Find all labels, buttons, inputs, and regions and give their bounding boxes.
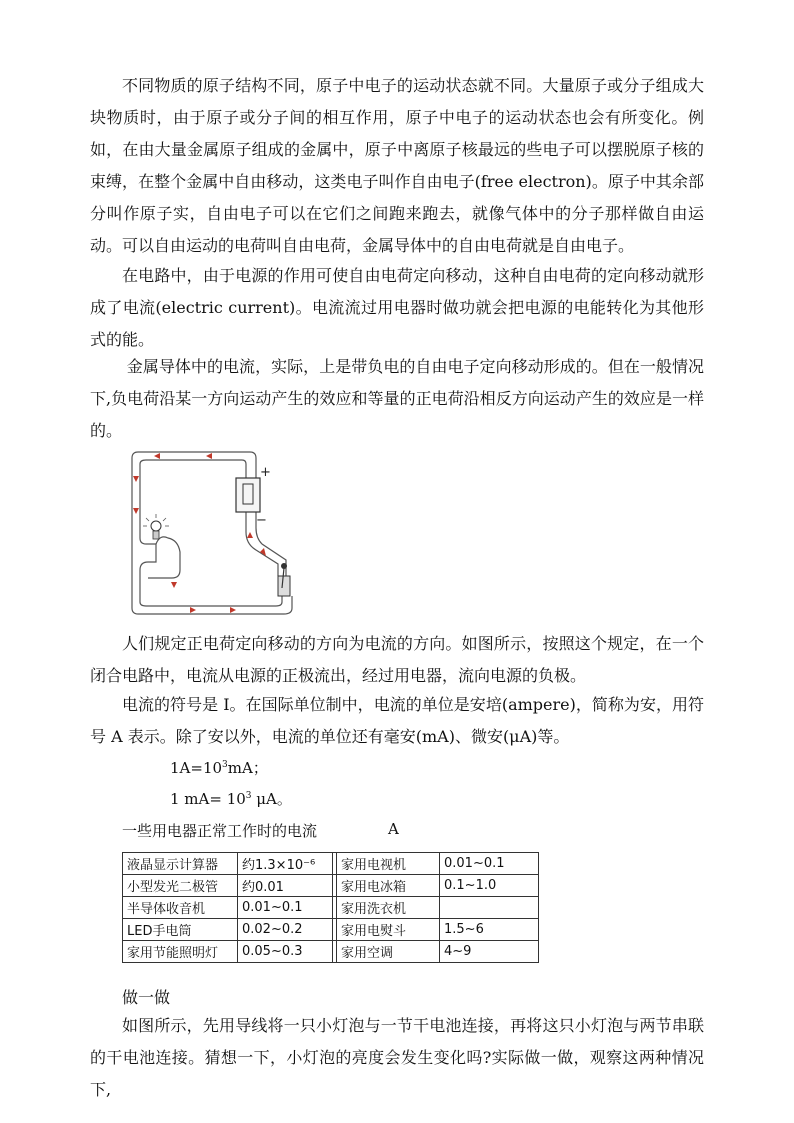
circuit-diagram xyxy=(126,448,306,620)
paragraph-free-electrons: 不同物质的原子结构不同，原子中电子的运动状态就不同。大量原子或分子组成大块物质时，由于原子或分子间的相互作用，原子中电子的运动状态也会有所变化。例如，在由大量金属原子组成的金属中，原子中离原子核最远的些电子可以摆脱原子核的束缚，在整个金属中自由移动，这类电子叫作自由电子(free electron)。原子中其余部分叫作原子实，自由电子可以在它们之间跑来跑去，就像气体中的分子那样做自由运动。可以自由运动的电荷叫自由电荷，金属导体中的自由电荷就是自由电子。 xyxy=(90,76,704,255)
negative-terminal-label: − xyxy=(256,513,267,528)
battery xyxy=(236,478,260,512)
current-table xyxy=(122,852,539,963)
table-row: 液晶显示计算器 约1.3×10⁻⁶ 家用电视机 0.01~0.1 xyxy=(123,853,539,875)
table-unit: A xyxy=(388,820,399,838)
paragraph-electric-current: 在电路中，由于电源的作用可使自由电荷定向移动，这种自由电荷的定向移动就形成了电流(electric current)。电流流过用电器时做功就会把电源的电能转化为其他形式的能。 xyxy=(90,266,704,349)
table-row: 半导体收音机 0.01~0.1 家用洗衣机 xyxy=(123,897,539,919)
table-row: LED手电筒 0.02~0.2 家用电熨斗 1.5~6 xyxy=(123,919,539,941)
bulb-icon xyxy=(143,514,169,539)
paragraph-current-unit: 电流的符号是 I。在国际单位制中，电流的单位是安培(ampere)，简称为安，用符号 A 表示。除了安以外，电流的单位还有毫安(mA)、微安(μA)等。 xyxy=(90,695,704,746)
formula-milliampere-microampere: 1 $mA= 10^3$ μA。 xyxy=(170,790,292,808)
paragraph-current-direction: 人们规定正电荷定向移动的方向为电流的方向。如图所示，按照这个规定，在一个闭合电路中，电流从电源的正极流出，经过用电器，流向电源的负极。 xyxy=(90,634,704,685)
formula-ampere-milliampere: $1A=10^3mA$； xyxy=(170,759,268,777)
paragraph-try-it: 如图所示，先用导线将一只小灯泡与一节干电池连接，再将这只小灯泡与两节串联的干电池连接。猜想一下，小灯泡的亮度会发生变化吗?实际做一做，观察这两种情况下, xyxy=(90,1016,704,1099)
section-title-try-it: 做一做 xyxy=(122,988,171,1007)
switch-icon xyxy=(278,563,290,596)
paragraph-metal-conductor: 金属导体中的电流，实际，上是带负电的自由电子定向移动形成的。但在一般情况下,负电荷沿某一方向运动产生的效应和等量的正电荷沿相反方向运动产生的效应是一样的。 xyxy=(90,357,704,440)
table-caption: 一些用电器正常工作时的电流 A xyxy=(122,820,399,840)
positive-terminal-label: + xyxy=(260,465,271,480)
table-row: 家用节能照明灯 0.05~0.3 家用空调 4~9 xyxy=(123,941,539,963)
table-row: 小型发光二极管 约0.01 家用电冰箱 0.1~1.0 xyxy=(123,875,539,897)
